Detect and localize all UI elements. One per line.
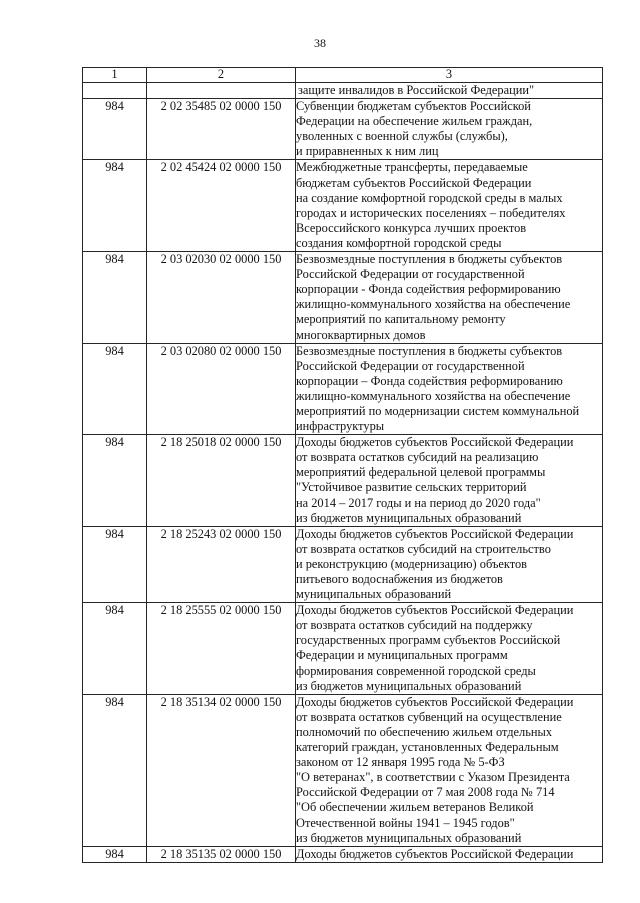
column-header-3: 3: [296, 68, 603, 83]
table-row: [83, 603, 603, 695]
admin-code-cell: 984: [83, 160, 147, 252]
description-line: корпорации – Фонда содействия реформированию: [296, 373, 563, 388]
table-body: [83, 83, 603, 863]
table-row: [83, 160, 603, 252]
description-line: Российской Федерации от государственной: [296, 358, 525, 373]
description-line: "Об обеспечении жильем ветеранов Великой: [296, 800, 534, 815]
description-line: Федерации на обеспечение жильем граждан,: [296, 114, 533, 129]
description-line: создания комфортной городской среды: [296, 235, 502, 250]
table-row: [83, 99, 603, 160]
table-row: [83, 252, 603, 344]
description-line: Межбюджетные трансферты, передаваемые: [296, 160, 528, 175]
description-line: от возврата остатков субсидий на реализацию: [296, 450, 539, 465]
description-cell: [296, 99, 603, 160]
budget-codes-table: [82, 67, 603, 863]
revenue-code-cell: [147, 83, 296, 99]
description-line: жилищно-коммунального хозяйства на обеспечение: [296, 297, 571, 312]
description-line: Доходы бюджетов субъектов Российской Федерации: [296, 526, 574, 541]
description-line: из бюджетов муниципальных образований: [296, 830, 522, 845]
revenue-code-cell: 2 18 35134 02 0000 150: [147, 694, 296, 846]
description-line: категорий граждан, установленных Федеральным: [296, 740, 559, 755]
admin-code-cell: 984: [83, 99, 147, 160]
description-line: "Устойчивое развитие сельских территорий: [296, 480, 527, 495]
revenue-code-cell: 2 18 25555 02 0000 150: [147, 603, 296, 695]
table-row: [83, 435, 603, 527]
revenue-code-cell: 2 03 02080 02 0000 150: [147, 343, 296, 435]
admin-code-cell: 984: [83, 603, 147, 695]
admin-code-cell: 984: [83, 526, 147, 602]
header-row: [83, 68, 603, 83]
description-cell: [296, 694, 603, 846]
admin-code-cell: 984: [83, 846, 147, 862]
column-header-2: 2: [147, 68, 296, 83]
revenue-code-cell: 2 18 25018 02 0000 150: [147, 435, 296, 527]
description-cell: [296, 83, 603, 99]
revenue-code-cell: 2 02 45424 02 0000 150: [147, 160, 296, 252]
description-cell: [296, 526, 603, 602]
description-line: уволенных с военной службы (службы),: [296, 129, 508, 144]
description-line: от возврата остатков субвенций на осуществление: [296, 709, 562, 724]
description-line: государственных программ субъектов Российской: [296, 633, 561, 648]
revenue-code-cell: 2 03 02030 02 0000 150: [147, 252, 296, 344]
description-line: Доходы бюджетов субъектов Российской Федерации: [296, 435, 574, 450]
description-line: формирования современной городской среды: [296, 663, 536, 678]
description-line: от возврата остатков субсидий на строительство: [296, 541, 551, 556]
description-line: и реконструкцию (модернизацию) объектов: [296, 556, 528, 571]
description-line: из бюджетов муниципальных образований: [296, 678, 522, 693]
description-line: жилищно-коммунального хозяйства на обеспечение: [296, 388, 571, 403]
column-header-1: 1: [83, 68, 147, 83]
revenue-code-cell: 2 18 35135 02 0000 150: [147, 846, 296, 862]
revenue-code-cell: 2 18 25243 02 0000 150: [147, 526, 296, 602]
description-line: Субвенции бюджетам субъектов Российской: [296, 99, 531, 114]
admin-code-cell: 984: [83, 343, 147, 435]
description-line: от возврата остатков субсидий на поддержку: [296, 618, 533, 633]
admin-code-cell: [83, 83, 147, 99]
description-line: "О ветеранах", в соответствии с Указом Президента: [296, 770, 570, 785]
admin-code-cell: 984: [83, 435, 147, 527]
description-line: Федерации и муниципальных программ: [296, 648, 508, 663]
description-line: мероприятий федеральной целевой программы: [296, 465, 546, 480]
description-line: корпорации - Фонда содействия реформированию: [296, 282, 561, 297]
description-line: муниципальных образований: [296, 587, 452, 602]
description-line: из бюджетов муниципальных образований: [296, 510, 522, 525]
table-row: [83, 343, 603, 435]
description-line: на 2014 – 2017 годы и на период до 2020 года": [296, 495, 541, 510]
description-line: мероприятий по капитальному ремонту: [296, 312, 506, 327]
description-line: Безвозмездные поступления в бюджеты субъектов: [296, 343, 563, 358]
continuation-row: [83, 83, 603, 99]
description-cell: [296, 343, 603, 435]
admin-code-cell: 984: [83, 252, 147, 344]
description-cell: [296, 846, 603, 862]
description-line: бюджетам субъектов Российской Федерации: [296, 175, 532, 190]
description-line: полномочий по обеспечению жильем отдельных: [296, 724, 553, 739]
description-cell: [296, 603, 603, 695]
description-line: питьевого водоснабжения из бюджетов: [296, 572, 503, 586]
admin-code-cell: 984: [83, 694, 147, 846]
table-row: [83, 846, 603, 862]
description-line: Отечественной войны 1941 – 1945 годов": [296, 815, 515, 830]
description-line: городах и исторических поселениях – победителях: [296, 205, 566, 220]
description-line: и приравненных к ним лиц: [296, 144, 439, 159]
description-line: Российской Федерации от 7 мая 2008 года № 714: [296, 785, 555, 800]
table-row: [83, 694, 603, 846]
page-number: 38: [314, 36, 326, 50]
description-line: Всероссийского конкурса лучших проектов: [296, 220, 527, 235]
description-line: Российской Федерации от государственной: [296, 267, 525, 282]
description-line: многоквартирных домов: [296, 327, 426, 342]
description-line: мероприятий по модернизации систем коммунальной: [296, 403, 580, 418]
description-cell: [296, 435, 603, 527]
description-line: защите инвалидов в Российской Федерации": [298, 83, 535, 97]
revenue-code-cell: 2 02 35485 02 0000 150: [147, 99, 296, 160]
description-line: Доходы бюджетов субъектов Российской Федерации: [296, 694, 574, 709]
description-line: на создание комфортной городской среды в малых: [296, 190, 563, 205]
description-cell: [296, 160, 603, 252]
description-line: Доходы бюджетов субъектов Российской Федерации: [296, 846, 574, 861]
description-cell: [296, 252, 603, 344]
table-row: [83, 526, 603, 602]
description-line: Доходы бюджетов субъектов Российской Федерации: [296, 603, 574, 618]
description-line: инфраструктуры: [296, 419, 385, 434]
description-line: законом от 12 января 1995 года № 5-ФЗ: [296, 755, 505, 770]
description-line: Безвозмездные поступления в бюджеты субъектов: [296, 252, 563, 267]
